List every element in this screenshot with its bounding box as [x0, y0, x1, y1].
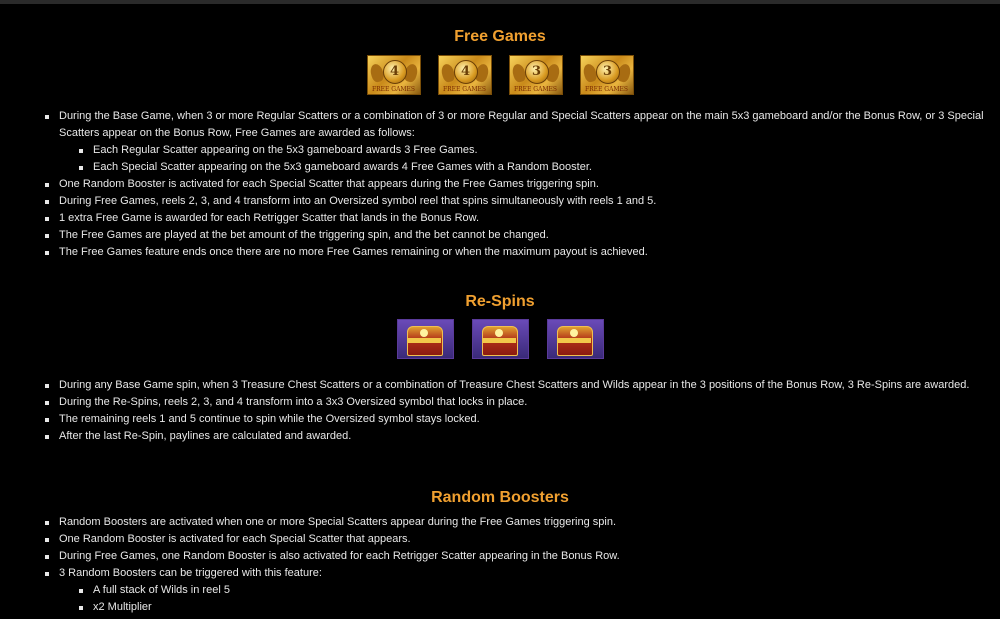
scatter-icon: 4 FREE GAMES — [438, 55, 492, 95]
re-spins-list — [0, 377, 1000, 445]
list-item: Random Boosters are activated when one or more Special Scatters appear during the Free Games triggering spin. — [0, 514, 1000, 531]
list-item: Each Special Scatter appearing on the 5x3 gameboard awards 4 Free Games with a Random Booster. — [0, 159, 1000, 176]
treasure-chest-icon — [397, 319, 454, 359]
list-item: During the Base Game, when 3 or more Regular Scatters or a combination of 3 or more Regular and Special Scatters appear on the main 5x3 gameboard and/or the Bonus Row, or 3 Special Scatters appear on the Bonus Row, Free Games are awarded as follows: — [0, 108, 1000, 142]
free-games-section — [0, 28, 1000, 261]
list-item: One Random Booster is activated for each Special Scatter that appears during the Free Games triggering spin. — [0, 176, 1000, 193]
free-games-title: Free Games — [454, 28, 546, 45]
re-spins-title: Re-Spins — [465, 293, 535, 310]
list-item: The Free Games are played at the bet amount of the triggering spin, and the bet cannot be changed. — [0, 227, 1000, 244]
free-games-icons — [0, 55, 1000, 95]
scatter-icon: 4 FREE GAMES — [367, 55, 421, 95]
list-item: 3 Random Boosters can be triggered with this feature: — [0, 565, 1000, 582]
free-games-list — [0, 108, 1000, 261]
re-spins-section — [0, 293, 1000, 445]
list-item: x2 Multiplier — [0, 599, 1000, 616]
list-item: During Free Games, one Random Booster is also activated for each Retrigger Scatter appearing in the Bonus Row. — [0, 548, 1000, 565]
list-item: The remaining reels 1 and 5 continue to spin while the Oversized symbol stays locked. — [0, 411, 1000, 428]
random-boosters-title: Random Boosters — [431, 489, 569, 506]
list-item: A full stack of Wilds in reel 5 — [0, 582, 1000, 599]
list-item: During Free Games, reels 2, 3, and 4 transform into an Oversized symbol reel that spins simultaneously with reels 1 and 5. — [0, 193, 1000, 210]
scatter-icon: 3 FREE GAMES — [580, 55, 634, 95]
treasure-chest-icon — [472, 319, 529, 359]
list-item: Each Regular Scatter appearing on the 5x3 gameboard awards 3 Free Games. — [0, 142, 1000, 159]
list-item: 1 extra Free Game is awarded for each Retrigger Scatter that lands in the Bonus Row. — [0, 210, 1000, 227]
list-item: The Free Games feature ends once there are no more Free Games remaining or when the maximum payout is achieved. — [0, 244, 1000, 261]
list-item: During the Re-Spins, reels 2, 3, and 4 transform into a 3x3 Oversized symbol that locks in place. — [0, 394, 1000, 411]
scatter-icon: 3 FREE GAMES — [509, 55, 563, 95]
treasure-chest-icon — [547, 319, 604, 359]
list-item: One Random Booster is activated for each Special Scatter that appears. — [0, 531, 1000, 548]
list-item: After the last Re-Spin, paylines are calculated and awarded. — [0, 428, 1000, 445]
top-bar — [0, 0, 1000, 4]
random-boosters-section — [0, 489, 1000, 616]
random-boosters-list — [0, 514, 1000, 616]
list-item: During any Base Game spin, when 3 Treasure Chest Scatters or a combination of Treasure Chest Scatters and Wilds appear in the 3 positions of the Bonus Row, 3 Re-Spins are awarded. — [0, 377, 1000, 394]
re-spins-icons — [0, 319, 1000, 359]
